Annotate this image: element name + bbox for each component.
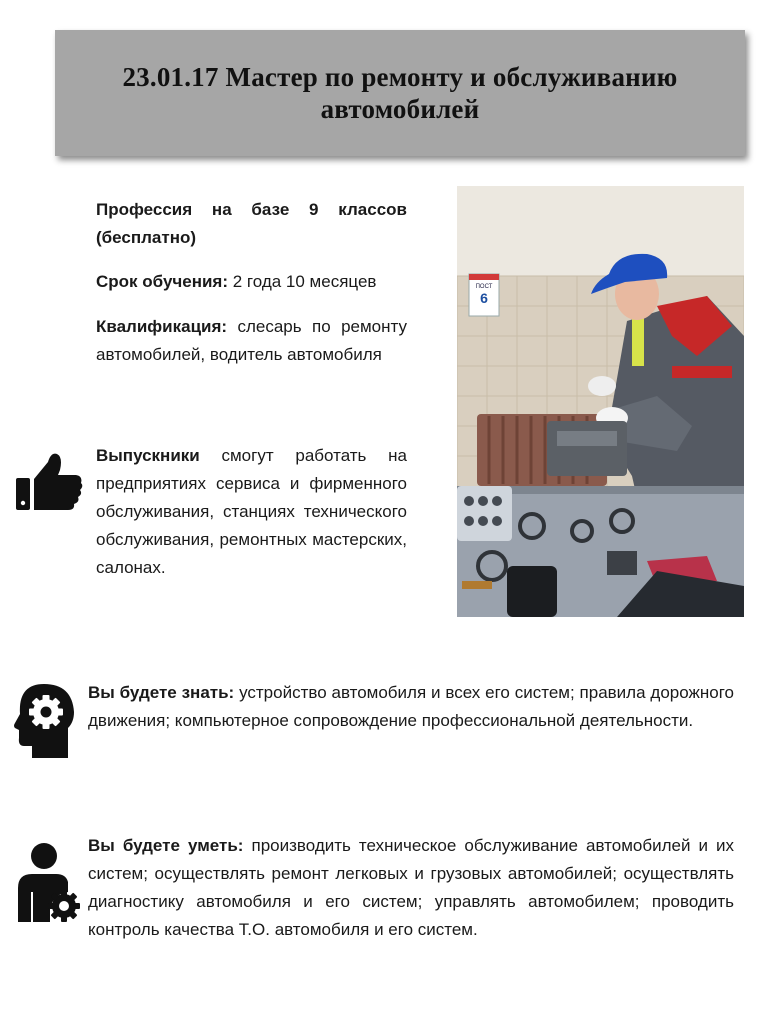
page-title [122,61,677,125]
skills-text: производить техническое обслуживание автомобилей и их систем; осуществлять ремонт легковых и грузовых автомобилей; осуществлять диагностику автомобиля и его систем; управлять автомобилем; проводить контроль качества Т.О. автомобиля и его систем. [88,836,735,939]
qualification-label: Квалификация: [96,317,228,336]
know-label: Вы будете знать: [88,683,235,702]
know [88,679,734,735]
skills-label: Вы будете уметь: [88,836,244,855]
profession-base [96,196,407,252]
duration [96,268,416,296]
thumbs-up-icon [14,448,84,518]
qualification-value: слесарь по ремонту автомобилей, водитель автомобиля [96,317,407,364]
head-gear-icon [14,682,78,760]
title-banner [55,30,745,156]
page-title-line2: автомобилей [320,94,480,124]
page-title-line1: 23.01.17 Мастер по ремонту и обслуживанию [122,62,678,92]
post-sign-number: 6 [480,290,488,306]
skills [88,832,734,944]
qualification [96,313,407,369]
graduates-text: смогут работать на предприятиях сервиса и фирменного обслуживания, станциях технического обслуживания, ремонтных мастерских, салонах. [96,446,407,577]
know-text: устройство автомобиля и всех его систем; правила дорожного движения; компьютерное сопровождение профессиональной деятельности. [88,683,734,730]
person-gear-icon [14,842,82,924]
duration-label: Срок обучения: [96,272,229,291]
mechanic-photo [457,186,744,617]
profession-base-text: Профессия на базе 9 классов (бесплатно) [96,200,407,247]
duration-value: 2 года 10 месяцев [228,272,377,291]
post-sign-label: ПОСТ [475,284,493,290]
graduates-label: Выпускники [96,446,200,465]
graduates [96,442,407,582]
